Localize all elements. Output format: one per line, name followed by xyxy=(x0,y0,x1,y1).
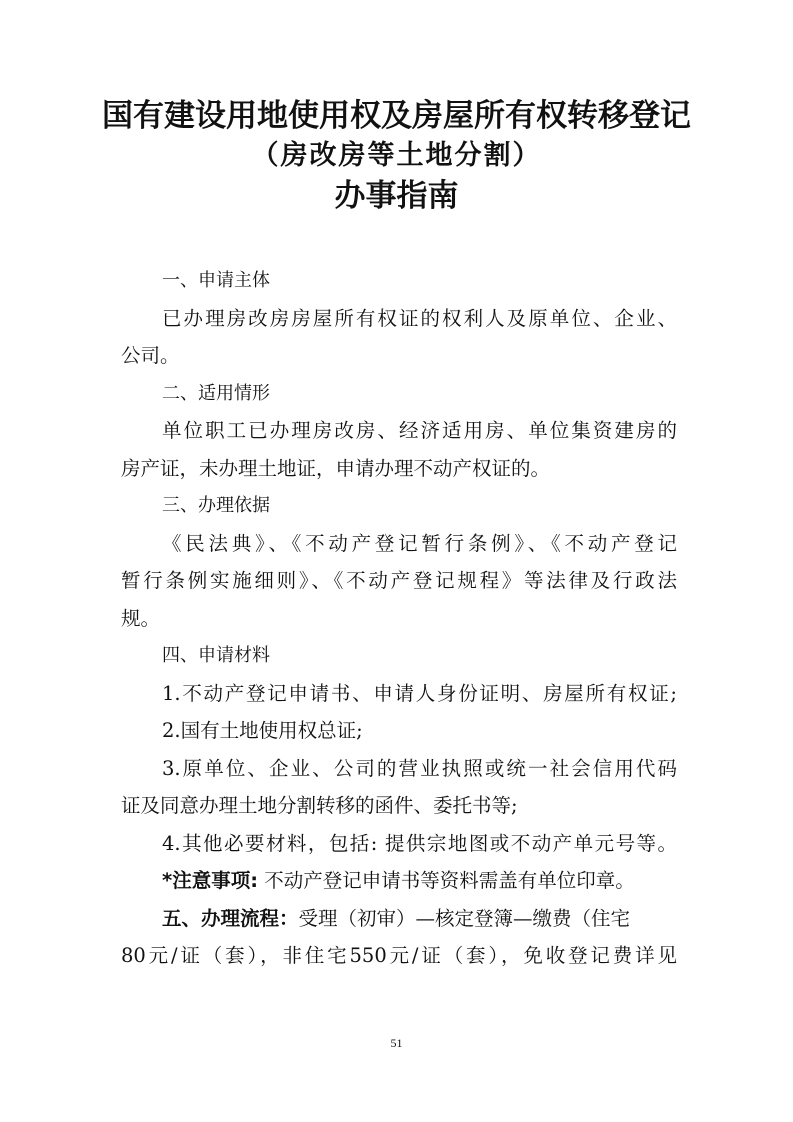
attention-note xyxy=(121,862,677,900)
list-item: 4.其他必要材料，包括: 提供宗地图或不动产单元号等。 xyxy=(162,831,677,855)
paragraph-line: 80元/证（套），非住宅550元/证（套），免收登记费详见 xyxy=(121,944,677,967)
paragraph-line: 《民法典》、《不动产登记暂行条例》、《不动产登记 xyxy=(162,531,677,555)
attention-note-text: 不动产登记申请书等资料需盖有单位印章。 xyxy=(258,869,635,892)
section-heading-applicant: 一、申请主体 xyxy=(162,270,270,291)
paragraph-line: 已办理房改房房屋所有权证的权利人及原单位、企业、 xyxy=(162,306,677,330)
title-line-2: （房改房等土地分割） xyxy=(251,140,542,171)
paragraph-line: 暂行条例实施细则》、《不动产登记规程》等法律及行政法 xyxy=(121,569,677,592)
paragraph-text: 受理（初审）—核定登簿—缴费（住宅 xyxy=(298,906,631,930)
title-line-3: 办事指南 xyxy=(334,178,459,214)
list-item: 3.原单位、企业、公司的营业执照或统一社会信用代码 xyxy=(162,756,677,780)
paragraph-line: 单位职工已办理房改房、经济适用房、单位集资建房的 xyxy=(162,419,677,442)
paragraph-line: 公司。 xyxy=(121,344,180,367)
paragraph-line: 房产证，未办理土地证，申请办理不动产权证的。 xyxy=(121,456,551,480)
document-body xyxy=(121,262,677,975)
list-item: 证及同意办理土地分割转移的函件、委托书等; xyxy=(121,794,518,817)
section-heading-legal-basis: 三、办理依据 xyxy=(162,495,270,516)
list-item: 2.国有土地使用权总证; xyxy=(162,719,363,742)
section-heading-process: 五、办理流程： xyxy=(162,906,299,930)
section-heading-materials: 四、申请材料 xyxy=(162,645,270,666)
section-heading-applicable-cases: 二、适用情形 xyxy=(162,382,270,404)
list-item: 1.不动产登记申请书、申请人身份证明、房屋所有权证; xyxy=(162,681,677,705)
process-paragraph xyxy=(121,900,677,938)
attention-note-label: *注意事项: xyxy=(162,869,258,892)
page-number: 51 xyxy=(390,1036,403,1050)
title-line-1: 国有建设用地使用权及房屋所有权转移登记 xyxy=(102,98,691,134)
document-title xyxy=(0,96,793,216)
paragraph-line: 规。 xyxy=(121,606,161,630)
